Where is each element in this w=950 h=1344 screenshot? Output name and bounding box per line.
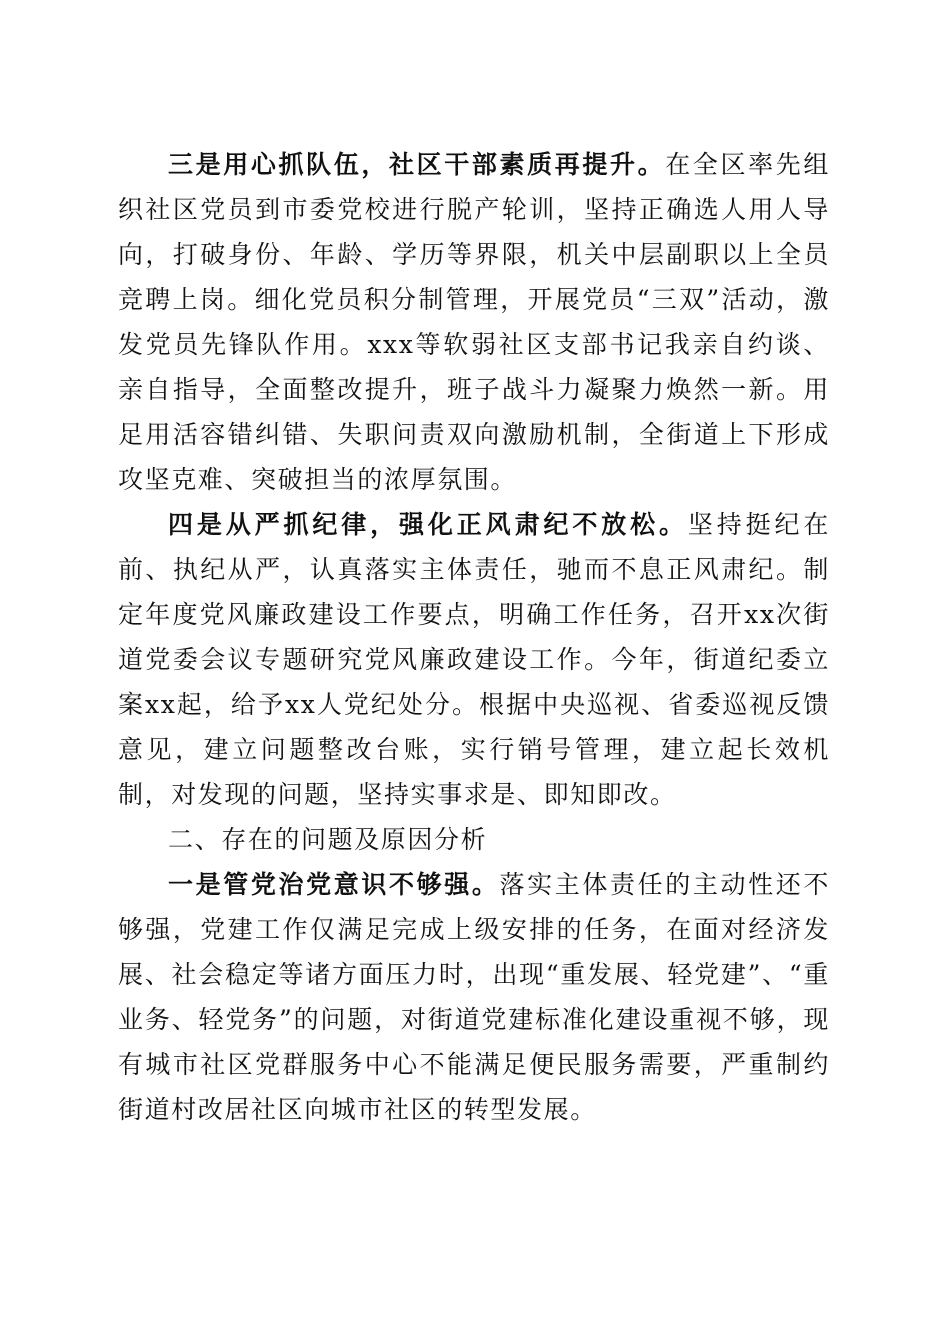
section-heading: 二、存在的问题及原因分析 <box>168 825 488 854</box>
paragraph-problem-one <box>118 862 830 1132</box>
paragraph-text: 落实主体责任的主动性还不够强，党建工作仅满足完成上级安排的任务，在面对经济发展、社会稳定等诸方面压力时，出现“重发展、轻党建”、“重业务、轻党务”的问题，对街道党建标准化建设重视不够，现有城市社区党群服务中心不能满足便民服务需要，严重制约街道村改居社区向城市社区的转型发展。 <box>118 870 831 1124</box>
paragraph-text: 坚持挺纪在前、执纪从严，认真落实主体责任，驰而不息正风肃纪。制定年度党风廉政建设工作要点，明确工作任务，召开xx次街道党委会议专题研究党风廉政建设工作。今年，街道纪委立案xx起，给予xx人党纪处分。根据中央巡视、省委巡视反馈意见，建立问题整改台账，实行销号管理，建立起长效机制，对发现的问题，坚持实事求是、即知即改。 <box>118 510 830 809</box>
paragraph-text: 在全区率先组织社区党员到市委党校进行脱产轮训，坚持正确选人用人导向，打破身份、年龄、学历等界限，机关中层副职以上全员竞聘上岗。细化党员积分制管理，开展党员“三双”活动，激发党员先锋队作用。xxx等软弱社区支部书记我亲自约谈、亲自指导，全面整改提升，班子战斗力凝聚力焕然一新。用足用活容错纠错、失职问责双向激励机制，全街道上下形成攻坚克难、突破担当的浓厚氛围。 <box>118 150 830 494</box>
paragraph-four <box>118 502 830 817</box>
document-body <box>118 142 830 1132</box>
paragraph-lead: 四是从严抓纪律，强化正风肃纪不放松。 <box>168 510 688 539</box>
paragraph-three <box>118 142 830 502</box>
paragraph-lead: 三是用心抓队伍，社区干部素质再提升。 <box>168 150 666 179</box>
paragraph-lead: 一是管党治党意识不够强。 <box>168 870 500 899</box>
